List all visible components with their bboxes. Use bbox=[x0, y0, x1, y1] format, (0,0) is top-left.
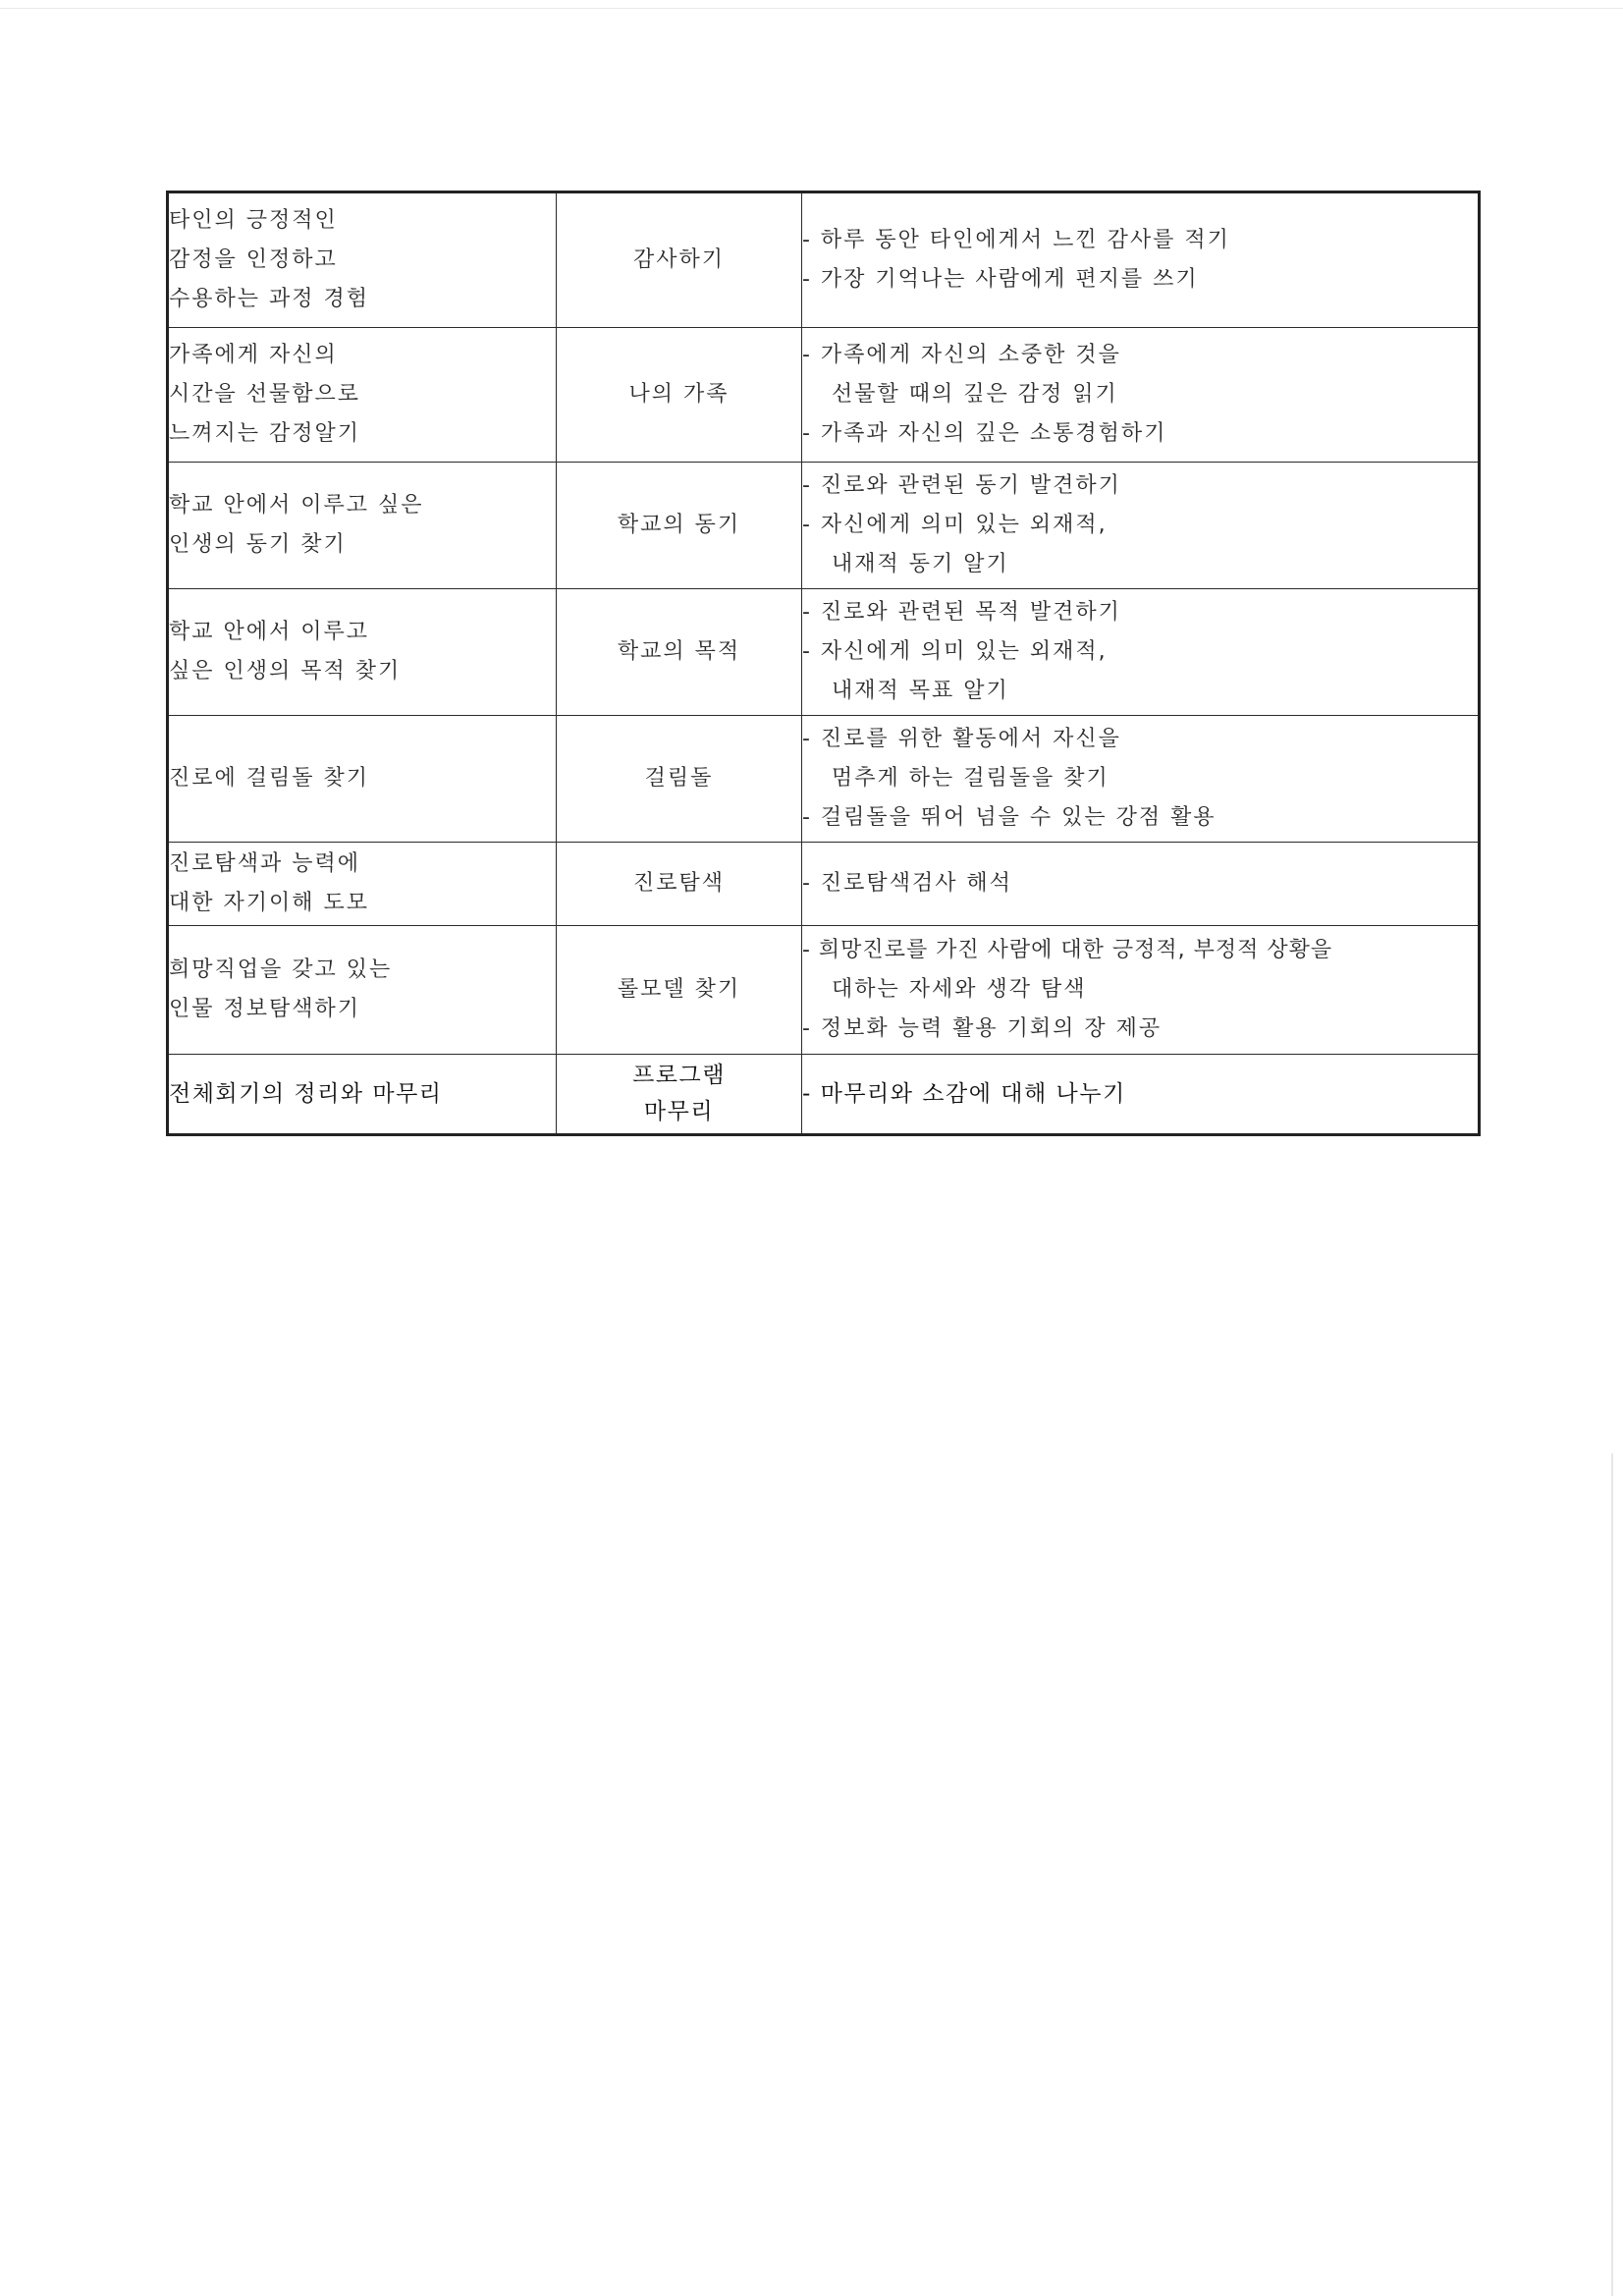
content-cell bbox=[802, 192, 1480, 328]
content-line: - 가장 기억나는 사람에게 편지를 쓰기 bbox=[802, 267, 1199, 292]
content-line: - 하루 동안 타인에게서 느낀 감사를 적기 bbox=[802, 228, 1230, 252]
goal-cell bbox=[168, 463, 557, 589]
content-cell bbox=[802, 926, 1480, 1055]
goal-cell bbox=[168, 926, 557, 1055]
activity-cell bbox=[557, 589, 802, 716]
goal-cell bbox=[168, 843, 557, 926]
content-line: - 희망진로를 가진 사람에 대한 긍정적, 부정적 상황을 bbox=[802, 938, 1333, 962]
activity-cell bbox=[557, 926, 802, 1055]
activity-cell bbox=[557, 1055, 802, 1135]
content-line: 선물할 때의 깊은 감정 읽기 bbox=[832, 382, 1118, 407]
content-cell bbox=[802, 328, 1480, 463]
goal-line: 느껴지는 감정알기 bbox=[169, 421, 361, 446]
goal-line: 싶은 인생의 목적 찾기 bbox=[169, 659, 402, 683]
goal-line: 전체회기의 정리와 마무리 bbox=[169, 1081, 443, 1107]
goal-line: 감정을 인정하고 bbox=[169, 247, 338, 272]
activity-line: 감사하기 bbox=[632, 247, 725, 272]
activity-line: 학교의 동기 bbox=[617, 513, 741, 537]
table-row bbox=[168, 589, 1480, 716]
table-row bbox=[168, 192, 1480, 328]
content-line: - 진로와 관련된 동기 발견하기 bbox=[802, 473, 1121, 498]
content-line: 대하는 자세와 생각 탐색 bbox=[832, 977, 1087, 1002]
table-row bbox=[168, 926, 1480, 1055]
activity-line: 걸림돌 bbox=[644, 766, 714, 791]
content-line: - 정보화 능력 활용 기회의 장 제공 bbox=[802, 1016, 1163, 1041]
goal-line: 학교 안에서 이루고 싶은 bbox=[169, 493, 424, 518]
activity-cell bbox=[557, 192, 802, 328]
content-line: - 자신에게 의미 있는 외재적, bbox=[802, 513, 1108, 537]
goal-cell bbox=[168, 716, 557, 843]
content-line: - 자신에게 의미 있는 외재적, bbox=[802, 639, 1108, 664]
activity-line: 마무리 bbox=[643, 1099, 715, 1124]
table-row bbox=[168, 463, 1480, 589]
goal-line: 인물 정보탐색하기 bbox=[169, 997, 361, 1021]
content-line: - 진로를 위한 활동에서 자신을 bbox=[802, 727, 1121, 751]
table-row bbox=[168, 328, 1480, 463]
goal-cell bbox=[168, 589, 557, 716]
content-line: - 진로와 관련된 목적 발견하기 bbox=[802, 600, 1121, 625]
table-row bbox=[168, 716, 1480, 843]
goal-line: 가족에게 자신의 bbox=[169, 343, 338, 367]
activity-cell bbox=[557, 716, 802, 843]
content-line: 내재적 목표 알기 bbox=[832, 679, 1009, 703]
activity-cell bbox=[557, 843, 802, 926]
scan-right-edge bbox=[1611, 1453, 1613, 2296]
content-line: 내재적 동기 알기 bbox=[832, 552, 1009, 576]
goal-line: 희망직업을 갖고 있는 bbox=[169, 957, 393, 982]
content-cell bbox=[802, 1055, 1480, 1135]
table-row bbox=[168, 843, 1480, 926]
goal-cell bbox=[168, 328, 557, 463]
goal-cell bbox=[168, 1055, 557, 1135]
content-line: - 걸림돌을 뛰어 넘을 수 있는 강점 활용 bbox=[802, 805, 1217, 830]
goal-line: 진로탐색과 능력에 bbox=[169, 851, 361, 876]
goal-line: 수용하는 과정 경험 bbox=[169, 287, 370, 311]
content-cell bbox=[802, 843, 1480, 926]
scan-top-edge bbox=[0, 8, 1623, 9]
activity-line: 프로그램 bbox=[632, 1063, 726, 1088]
activity-cell bbox=[557, 328, 802, 463]
activity-line: 진로탐색 bbox=[632, 871, 725, 896]
goal-line: 시간을 선물함으로 bbox=[169, 382, 361, 407]
activity-line: 롤모델 찾기 bbox=[617, 977, 741, 1002]
content-cell bbox=[802, 716, 1480, 843]
goal-line: 학교 안에서 이루고 bbox=[169, 620, 370, 644]
content-line: - 진로탐색검사 해석 bbox=[802, 871, 1012, 896]
goal-line: 대한 자기이해 도모 bbox=[169, 891, 370, 915]
table-row bbox=[168, 1055, 1480, 1135]
activity-line: 학교의 목적 bbox=[617, 639, 741, 664]
activity-line: 나의 가족 bbox=[628, 382, 730, 407]
goal-line: 진로에 걸림돌 찾기 bbox=[169, 766, 370, 791]
content-line: - 가족과 자신의 깊은 소통경험하기 bbox=[802, 421, 1167, 446]
content-line: - 가족에게 자신의 소중한 것을 bbox=[802, 343, 1121, 367]
goal-line: 타인의 긍정적인 bbox=[169, 208, 338, 233]
content-cell bbox=[802, 463, 1480, 589]
program-table bbox=[166, 191, 1481, 1136]
goal-line: 인생의 동기 찾기 bbox=[169, 532, 347, 557]
content-line: 멈추게 하는 걸림돌을 찾기 bbox=[832, 766, 1109, 791]
content-cell bbox=[802, 589, 1480, 716]
activity-cell bbox=[557, 463, 802, 589]
goal-cell bbox=[168, 192, 557, 328]
content-line: - 마무리와 소감에 대해 나누기 bbox=[802, 1081, 1126, 1107]
